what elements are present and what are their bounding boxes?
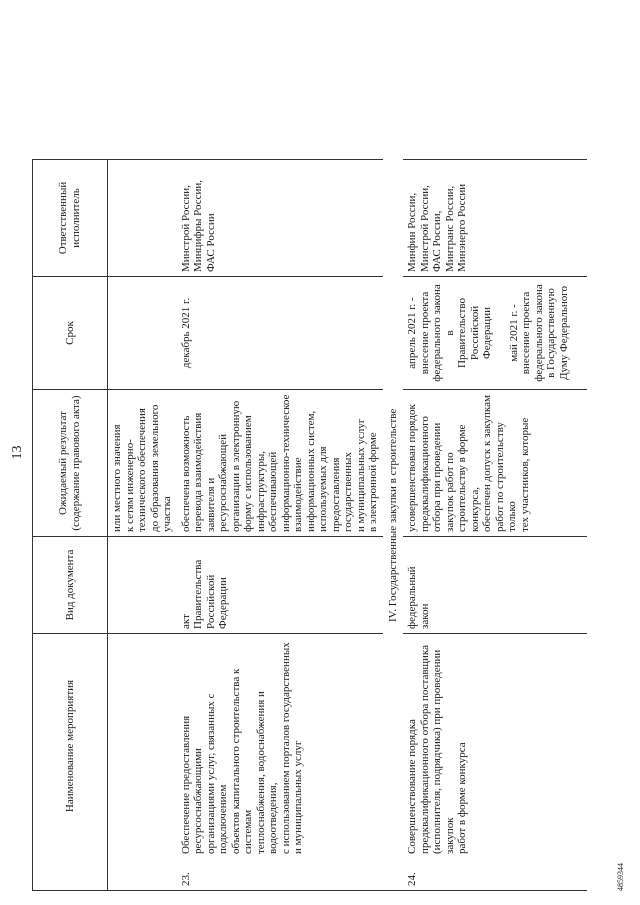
document-kind: акт Правительства Российской Федерации	[177, 537, 383, 634]
header-spacer	[33, 0, 108, 160]
document-kind: федеральный закон	[403, 537, 587, 634]
section-heading-row	[383, 0, 404, 891]
deadline-april: апрель 2021 г. - внесение проекта федерального закона в Правительство Российской Федерации	[406, 284, 493, 382]
responsible-executor: Минстрой России, Минцифры России, ФАС России	[177, 160, 383, 277]
continuation-row	[108, 0, 177, 891]
row-number: 23.	[177, 856, 383, 891]
table-header-row	[33, 0, 108, 891]
header-num	[33, 856, 108, 891]
header-result: Ожидаемый результат (содержание правового акта)	[33, 390, 108, 537]
row-number: 24.	[403, 856, 587, 891]
table-row-24	[403, 0, 587, 891]
responsible-executor: Минфин России, Минстрой России, ФАС России, Минтранс России, Минэнерго России	[403, 160, 587, 277]
continuation-result: или местного значения к сетям инженерно- технического обеспечения до образования земельного участка	[108, 390, 177, 537]
expected-result: усовершенствован порядок предквалификационного отбора при проведении закупок работ по строительству в форме конкурса, обеспечен допуск к закупкам работ по строительству только тех участников, которые	[403, 390, 587, 537]
measures-table	[32, 0, 587, 891]
deadline-may: май 2021 г. - внесение проекта федерального закона в Государственную Думу Федерального	[507, 284, 570, 382]
header-term: Срок	[33, 277, 108, 390]
header-name: Наименование мероприятия	[33, 634, 108, 857]
measure-name: Совершенствование порядка предквалификационного отбора поставщика (исполнителя, подрядчика) при проведении закупок работ в форме конкурса	[403, 634, 587, 857]
expected-result: обеспечена возможность перевода взаимодействия заявителя и ресурсоснабжающей организации в электронную форму с использованием инфраструктуры, обеспечивающей информационно-техническое взаимодействие информационных систем, используемых для предоставления государственных и муниципальных услуг в электронной форме	[177, 390, 383, 537]
table-row-23	[177, 0, 383, 891]
document-id: 4859344	[616, 863, 625, 891]
header-executor: Ответственный исполнитель	[33, 160, 108, 277]
deadline: декабрь 2021 г.	[177, 277, 383, 390]
header-kind: Вид документа	[33, 537, 108, 634]
deadline	[403, 277, 587, 390]
page-number: 13	[10, 445, 25, 460]
measure-name: Обеспечение предоставления ресурсоснабжающими организациями услуг, связанных с подключением объектов капитального строительства к системам теплоснабжения, водоснабжения и водоотведения, с использованием порталов государственных и муниципальных услуг	[177, 634, 383, 857]
section-heading: IV. Государственные закупки в строительстве	[383, 0, 404, 891]
